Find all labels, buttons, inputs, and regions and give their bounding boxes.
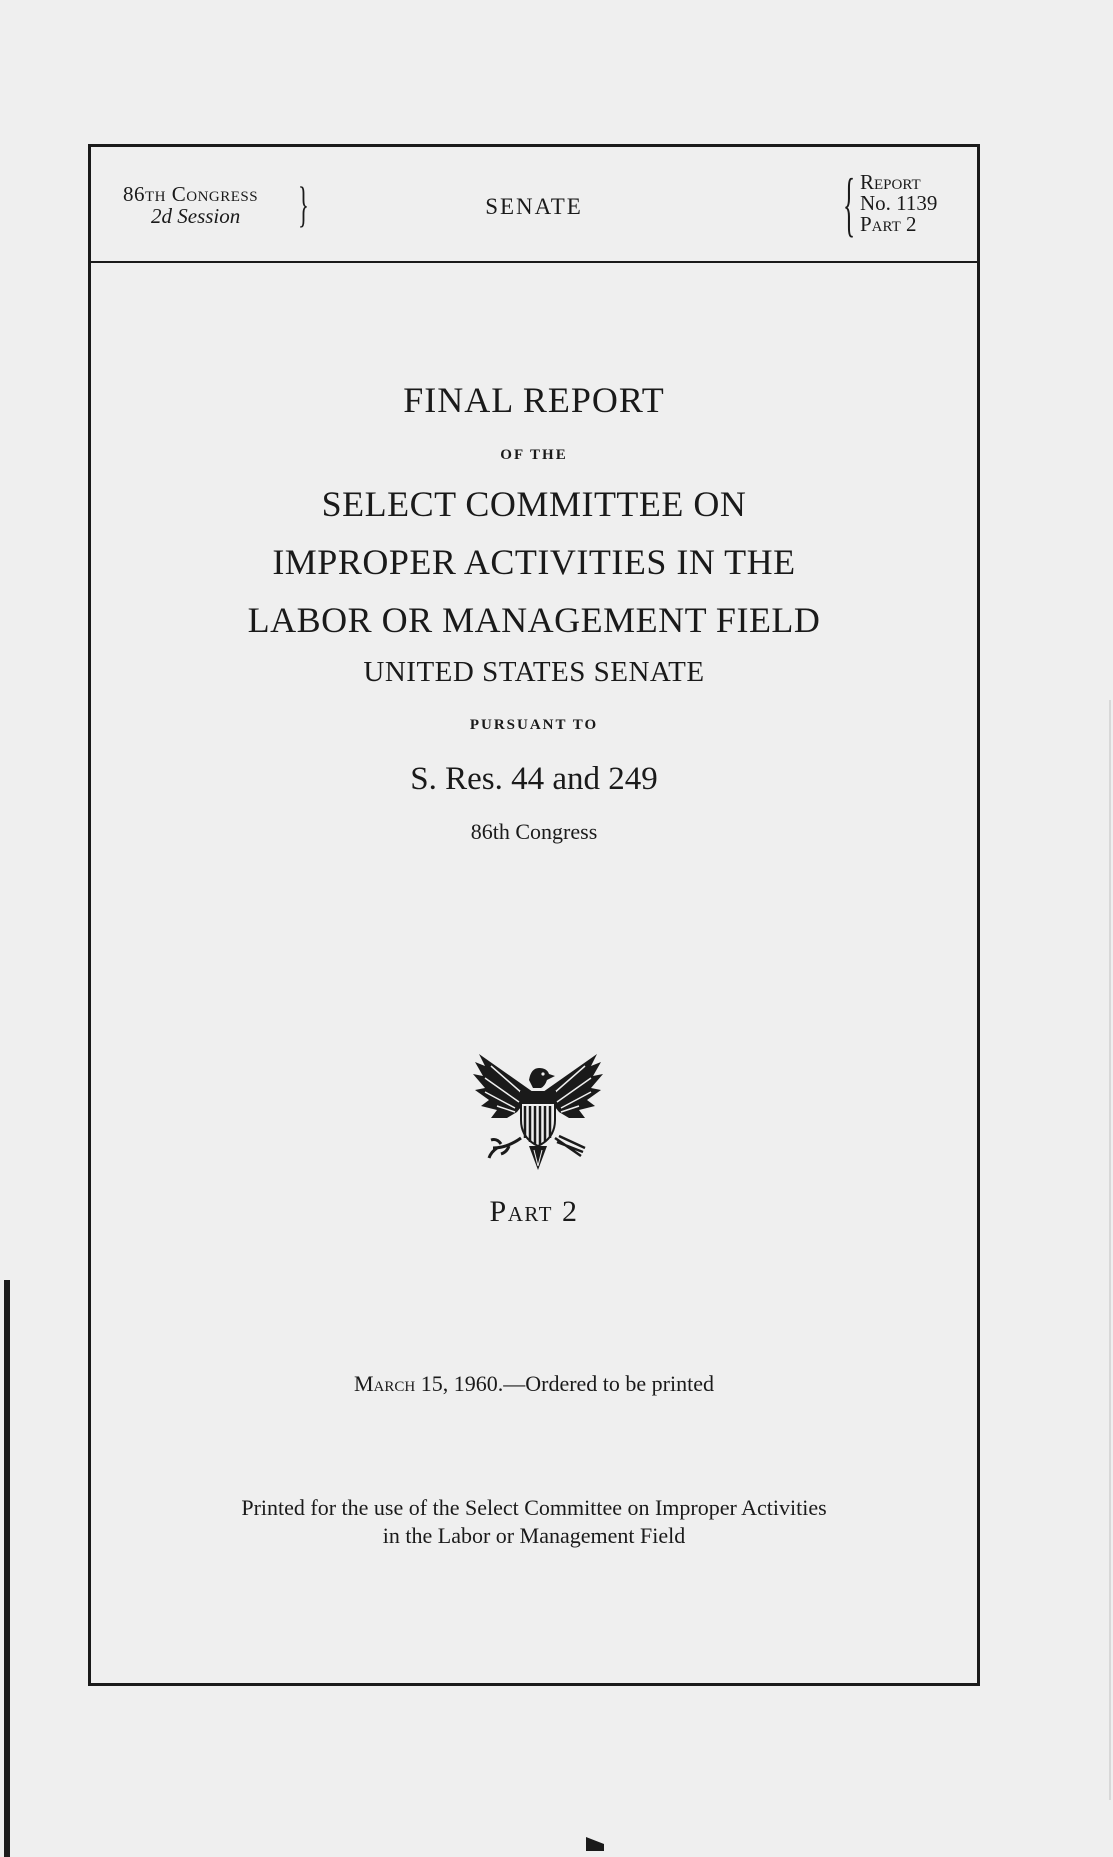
part-label: Part 2 xyxy=(489,1195,579,1228)
scan-edge-right xyxy=(1109,700,1111,1800)
printed-for-line-1: Printed for the use of the Select Committee on Improper Activities xyxy=(241,1495,827,1520)
right-brace: } xyxy=(298,176,309,232)
of-the-label: OF THE xyxy=(500,447,568,463)
title-page-frame xyxy=(88,144,980,1686)
scan-edge-left xyxy=(4,1280,10,1857)
session-label: 2d Session xyxy=(151,204,241,228)
congress-label: 86th Congress xyxy=(123,182,259,206)
final-report-title: FINAL REPORT xyxy=(403,380,665,420)
report-number-block xyxy=(860,172,937,235)
report-label: Report xyxy=(860,170,921,194)
order-date-line xyxy=(91,1371,977,1397)
congress-number: 86th Congress xyxy=(470,819,598,844)
committee-line-3: LABOR OR MANAGEMENT FIELD xyxy=(247,600,821,640)
report-number: No. 1139 xyxy=(860,191,938,215)
order-month: March xyxy=(353,1371,416,1396)
cursor-arrow-icon xyxy=(586,1837,604,1851)
chamber-label: SENATE xyxy=(485,194,583,219)
report-part: Part 2 xyxy=(860,212,917,236)
committee-line-1: SELECT COMMITTEE ON xyxy=(321,484,747,524)
header-row xyxy=(91,147,977,263)
order-text: 15, 1960.—Ordered to be printed xyxy=(415,1371,714,1396)
united-states-senate: UNITED STATES SENATE xyxy=(363,656,705,688)
printed-for-line-2: in the Labor or Management Field xyxy=(382,1523,686,1548)
printed-for-note xyxy=(91,1494,977,1550)
committee-line-2: IMPROPER ACTIVITIES IN THE xyxy=(272,542,796,582)
pursuant-to-label: PURSUANT TO xyxy=(469,717,599,733)
left-brace: { xyxy=(843,164,856,244)
eagle-seal-icon xyxy=(471,1052,605,1172)
resolution-number: S. Res. 44 and 249 xyxy=(410,761,658,797)
